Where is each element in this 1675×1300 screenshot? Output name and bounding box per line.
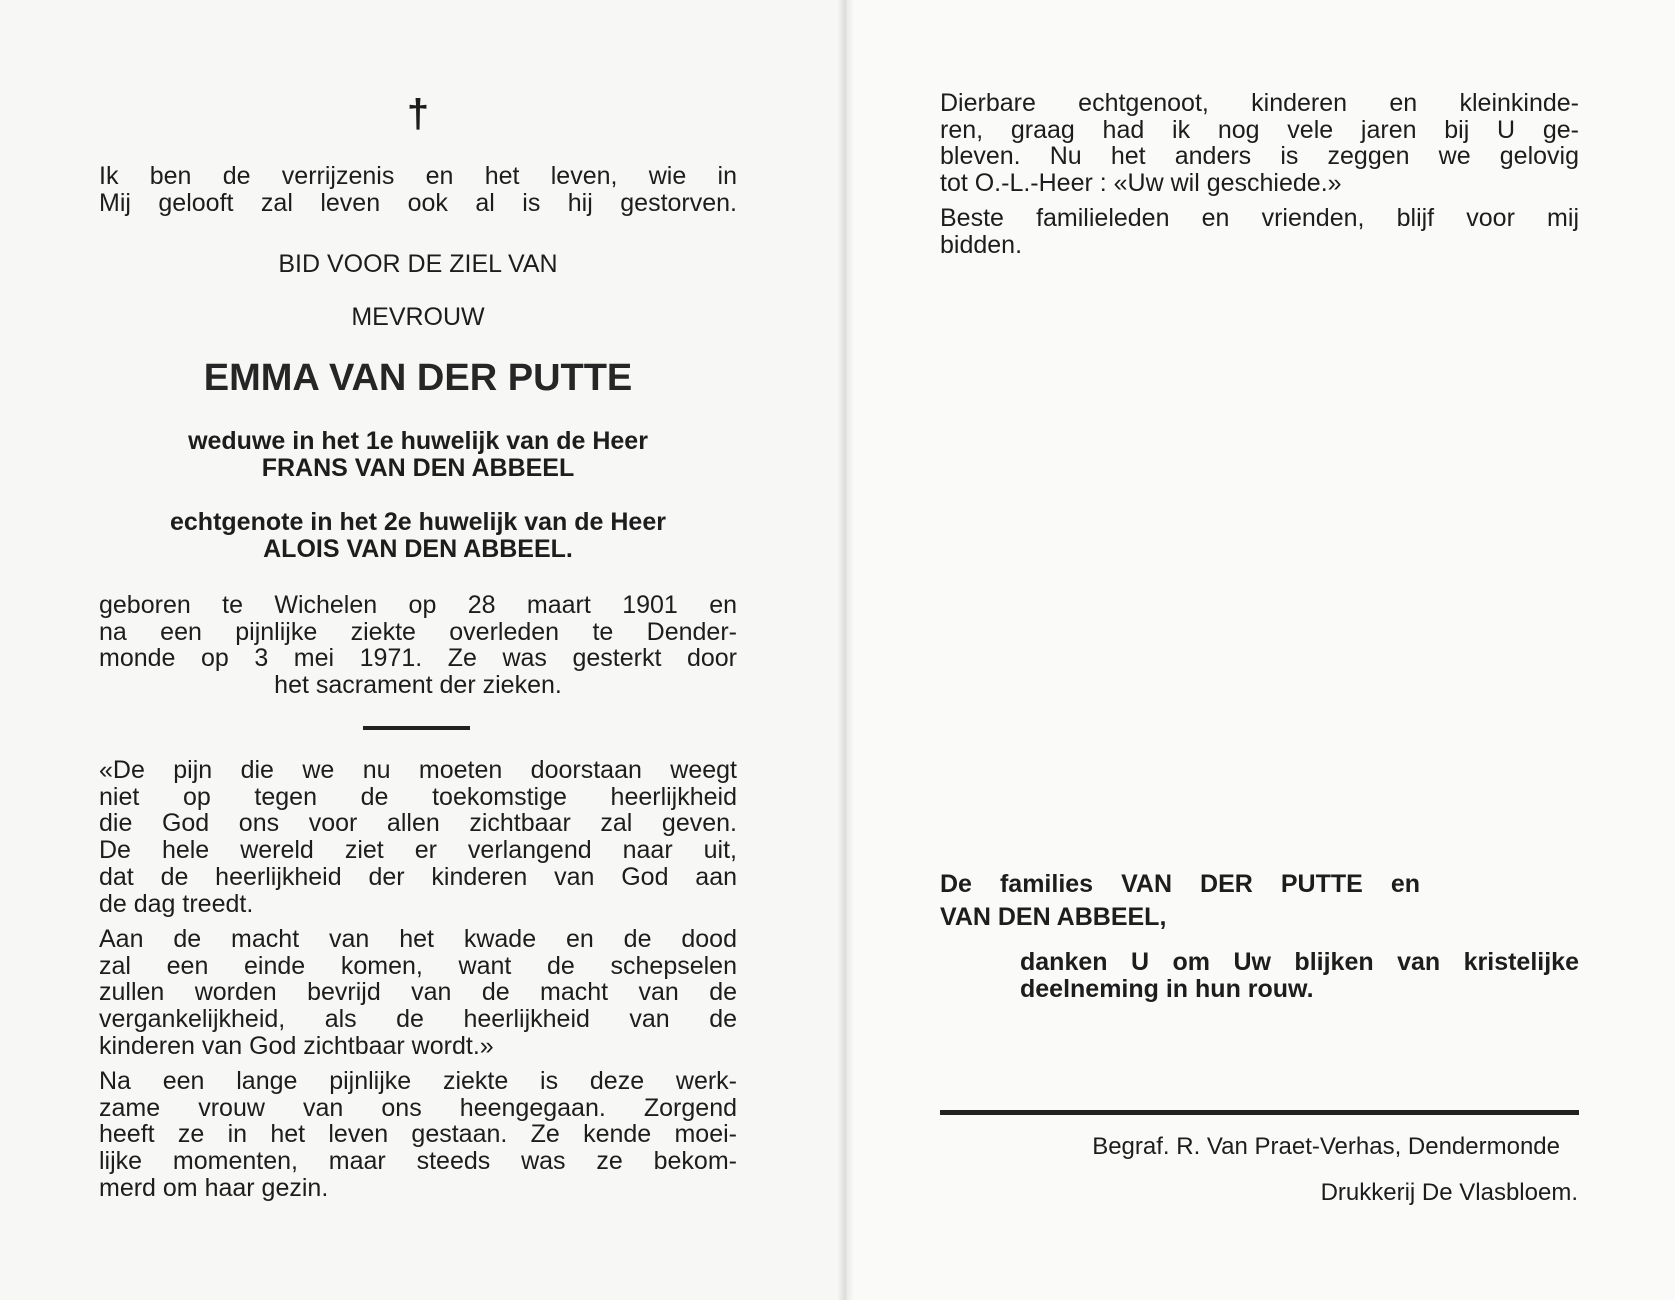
footer-divider: [940, 1110, 1579, 1115]
text-line: deelneming in hun rouw.: [1020, 974, 1314, 1003]
text-line: het sacrament der zieken.: [274, 671, 562, 700]
quote-paragraph-2: [99, 926, 737, 1060]
text-line: Beste familieleden en vrienden, blijf voor mij: [940, 204, 1579, 232]
text-line: De hele wereld ziet er verlangend naar uit,: [99, 836, 737, 865]
prayer-heading: BID VOOR DE ZIEL VAN: [278, 250, 558, 278]
text-line: kinderen van God zichtbaar wordt.»: [99, 1031, 494, 1060]
text-line: monde op 3 mei 1971. Ze was gesterkt door: [99, 644, 737, 673]
text-line: Mij gelooft zal leven ook al is hij gestorven.: [99, 188, 737, 217]
text-line: bleven. Nu het anders is zeggen we gelovig: [940, 142, 1579, 171]
second-marriage: [99, 509, 737, 562]
first-marriage: [99, 428, 737, 481]
text-line: niet op tegen de toekomstige heerlijkheid: [99, 782, 737, 811]
text-line: VAN DEN ABBEEL,: [940, 903, 1167, 931]
text-line: geboren te Wichelen op 28 maart 1901 en: [99, 591, 737, 619]
text-line: merd om haar gezin.: [99, 1173, 329, 1202]
deceased-name: EMMA VAN DER PUTTE: [203, 357, 633, 399]
text-line: tot O.-L.-Heer : «Uw wil geschiede.»: [940, 169, 1342, 198]
text-line: FRANS VAN DEN ABBEEL: [261, 453, 575, 482]
text-line: zullen worden bevrijd van de macht van de: [99, 978, 737, 1007]
text-line: zal een einde komen, want de schepselen: [99, 951, 737, 980]
text-line: danken U om Uw blijken van kristelijke: [1020, 948, 1579, 976]
text-line: Na een lange pijnlijke ziekte is deze werk-: [99, 1067, 737, 1095]
text-line: de dag treedt.: [99, 889, 254, 918]
undertaker: Begraf. R. Van Praet-Verhas, Dendermonde: [1092, 1133, 1560, 1160]
divider: [363, 726, 470, 730]
text-line: weduwe in het 1e huwelijk van de Heer: [188, 427, 648, 455]
text-line: dat de heerlijkheid der kinderen van God aan: [99, 862, 737, 891]
text-line: vergankelijkheid, als de heerlijkheid van de: [99, 1005, 737, 1034]
text-line: Ik ben de verrijzenis en het leven, wie in: [99, 162, 737, 190]
text-line: zame vrouw van ons heengegaan. Zorgend: [99, 1093, 737, 1122]
printer: Drukkerij De Vlasbloem.: [1320, 1179, 1578, 1206]
farewell-paragraph: [940, 90, 1579, 197]
text-line: ren, graag had ik nog vele jaren bij U ge-: [940, 115, 1579, 144]
text-line: heeft ze in het leven gestaan. Ze kende moei-: [99, 1120, 737, 1149]
text-line: Aan de macht van het kwade en de dood: [99, 925, 737, 953]
text-line: echtgenote in het 2e huwelijk van de Heer: [170, 508, 666, 536]
title-mevrouw: MEVROUW: [351, 303, 485, 331]
text-line: ALOIS VAN DEN ABBEEL.: [263, 534, 573, 563]
text-line: na een pijnlijke ziekte overleden te Dender-: [99, 617, 737, 646]
text-line: lijke momenten, maar steeds was ze bekom-: [99, 1147, 737, 1176]
text-line: De families VAN DER PUTTE en: [940, 870, 1420, 898]
text-line: bidden.: [940, 230, 1023, 259]
quote-paragraph-1: [99, 757, 737, 917]
cross-icon: †: [406, 92, 430, 136]
closing-paragraph: [99, 1068, 737, 1202]
text-line: «De pijn die we nu moeten doorstaan weegt: [99, 756, 737, 784]
thanks: [1020, 949, 1579, 1002]
prayer-request: [940, 205, 1579, 258]
scripture-verse: [99, 163, 737, 216]
families: [940, 868, 1420, 934]
card-fold: [838, 0, 854, 1300]
text-line: Dierbare echtgenoot, kinderen en kleinkinde-: [940, 89, 1579, 117]
biography: [99, 592, 737, 699]
text-line: die God ons voor allen zichtbaar zal geven.: [99, 809, 737, 838]
